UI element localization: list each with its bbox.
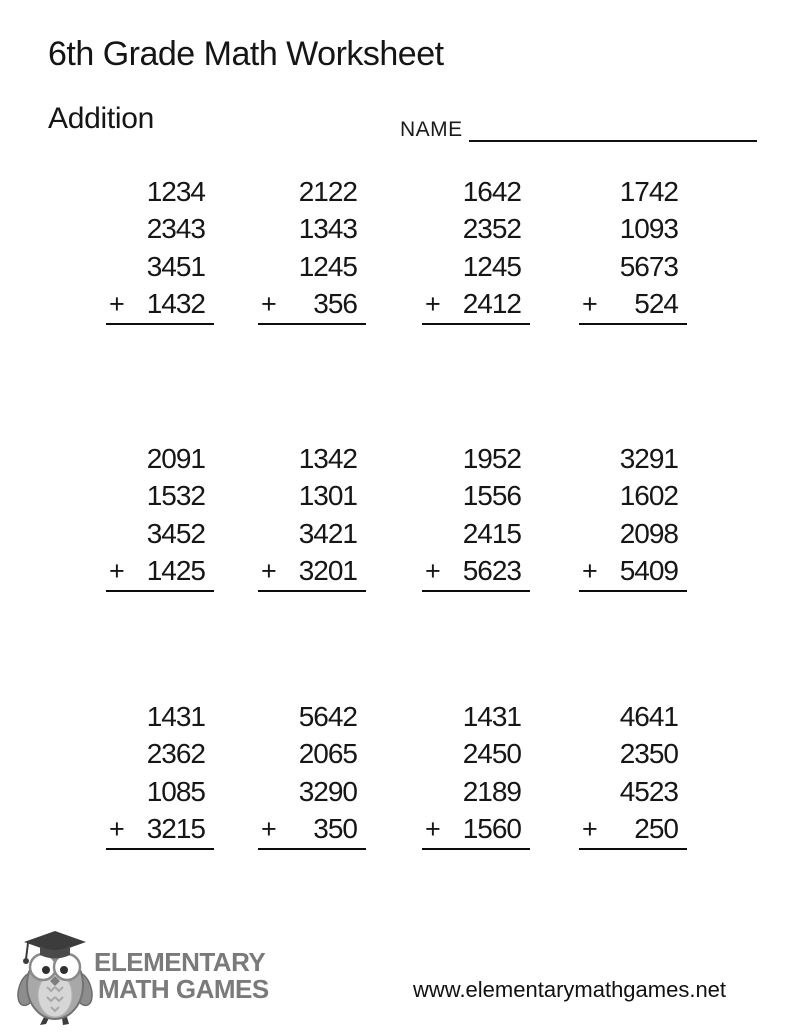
addition-problem: [258, 440, 366, 592]
logo-line-1: ELEMENTARY: [94, 947, 266, 977]
plus-addend-row: [422, 810, 530, 847]
addend-value: 5673: [619, 250, 678, 282]
addend-value: 2122: [298, 176, 357, 207]
addend-value: 4641: [619, 701, 678, 732]
addend-value: 1245: [298, 250, 357, 282]
addend-value: 1245: [462, 250, 521, 282]
plus-addend-value: 2412: [462, 288, 521, 320]
name-label: NAME: [400, 118, 463, 141]
addend-value: 1234: [146, 176, 205, 207]
addend-value: 3452: [146, 517, 205, 549]
footer: [0, 925, 800, 1035]
addend-value: 3290: [298, 775, 357, 807]
plus-addend-value: 1560: [462, 813, 521, 845]
addend-value: 1301: [298, 480, 357, 512]
addend-value: 1431: [462, 701, 521, 732]
addend-value: 3421: [298, 517, 357, 549]
addend-value: 1431: [146, 701, 205, 732]
addition-problem: [579, 440, 687, 592]
plus-addend-value: 5409: [619, 555, 678, 587]
owl-graduation-cap-icon: [16, 929, 94, 1025]
addition-problem: [422, 440, 530, 592]
addend-value: 5642: [298, 701, 357, 732]
plus-addend-row: [106, 552, 214, 589]
plus-addend-row: [422, 552, 530, 589]
addend-value: 1556: [462, 480, 521, 512]
plus-addend-value: 5623: [462, 555, 521, 587]
plus-operator: +: [261, 814, 277, 845]
plus-addend-row: [106, 285, 214, 322]
plus-operator: +: [261, 289, 277, 320]
addend-value: 1642: [462, 176, 521, 207]
addend-value: 4523: [619, 775, 678, 807]
addend-value: 1093: [619, 213, 678, 245]
plus-operator: +: [425, 289, 441, 320]
plus-addend-row: [258, 810, 366, 847]
website-url: www.elementarymathgames.net: [413, 977, 727, 1002]
addition-problem: [106, 440, 214, 592]
logo-line-2: MATH GAMES: [98, 974, 269, 1004]
plus-addend-value: 524: [634, 288, 678, 320]
addition-problem: [258, 698, 366, 850]
plus-operator: +: [582, 289, 598, 320]
plus-addend-row: [422, 285, 530, 322]
addend-value: 2189: [462, 775, 521, 807]
plus-operator: +: [425, 556, 441, 587]
plus-operator: +: [261, 556, 277, 587]
addition-problem: [422, 173, 530, 325]
plus-operator: +: [582, 814, 598, 845]
problem-row: [0, 698, 800, 858]
logo-wordmark: [94, 949, 269, 1003]
plus-addend-value: 250: [634, 813, 678, 845]
addend-value: 2352: [462, 213, 521, 245]
addend-value: 2450: [462, 738, 521, 770]
addition-problem: [258, 173, 366, 325]
plus-addend-row: [258, 552, 366, 589]
name-blank-line[interactable]: [469, 112, 757, 142]
addend-value: 2415: [462, 517, 521, 549]
addend-value: 1343: [298, 213, 357, 245]
addition-problem: [579, 173, 687, 325]
plus-addend-value: 1432: [146, 288, 205, 320]
addend-value: 2091: [146, 443, 205, 474]
addend-value: 3451: [146, 250, 205, 282]
addend-value: 2098: [619, 517, 678, 549]
addend-value: 1742: [619, 176, 678, 207]
plus-addend-row: [258, 285, 366, 322]
plus-addend-row: [579, 810, 687, 847]
addend-value: 2343: [146, 213, 205, 245]
name-field: [400, 112, 757, 142]
addend-value: 2362: [146, 738, 205, 770]
plus-addend-row: [106, 810, 214, 847]
addition-problem: [106, 698, 214, 850]
addend-value: 1342: [298, 443, 357, 474]
plus-addend-row: [579, 285, 687, 322]
addend-value: 1532: [146, 480, 205, 512]
addend-value: 1085: [146, 775, 205, 807]
plus-addend-value: 1425: [146, 555, 205, 587]
plus-addend-value: 350: [313, 813, 357, 845]
problem-row: [0, 173, 800, 333]
plus-operator: +: [582, 556, 598, 587]
plus-addend-value: 3215: [146, 813, 205, 845]
worksheet-subtitle: Addition: [48, 102, 155, 135]
plus-addend-value: 3201: [298, 555, 357, 587]
plus-addend-row: [579, 552, 687, 589]
plus-operator: +: [109, 289, 125, 320]
addend-value: 3291: [619, 443, 678, 474]
addend-value: 2065: [298, 738, 357, 770]
addition-problem: [106, 173, 214, 325]
problem-row: [0, 440, 800, 600]
addend-value: 1602: [619, 480, 678, 512]
plus-operator: +: [109, 814, 125, 845]
addend-value: 2350: [619, 738, 678, 770]
plus-operator: +: [425, 814, 441, 845]
addition-problem: [422, 698, 530, 850]
plus-operator: +: [109, 556, 125, 587]
addition-problem: [579, 698, 687, 850]
addend-value: 1952: [462, 443, 521, 474]
plus-addend-value: 356: [313, 288, 357, 320]
worksheet-title: 6th Grade Math Worksheet: [48, 35, 444, 73]
